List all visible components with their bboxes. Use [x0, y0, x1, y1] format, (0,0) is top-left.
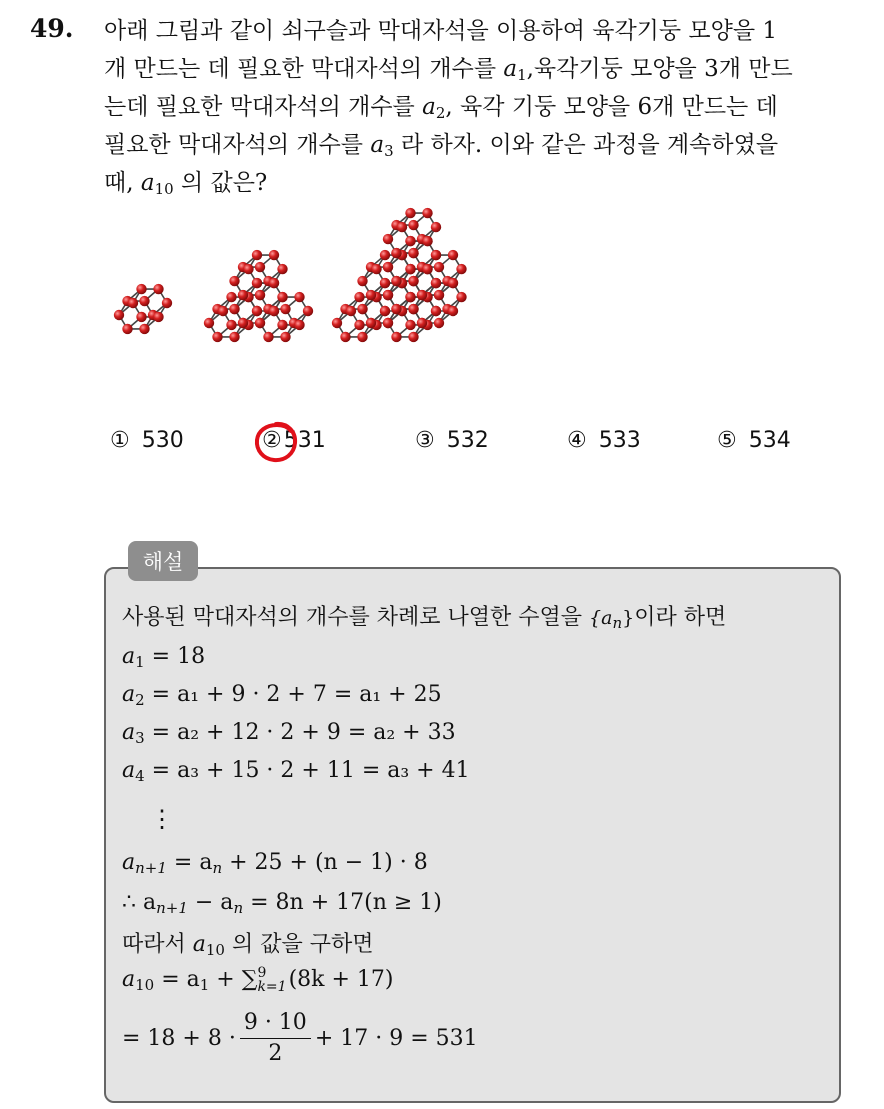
question-line-4: 필요한 막대자석의 개수를 $a_3$ 라 하자. 이와 같은 과정을 계속하였을 — [104, 132, 779, 160]
solution-label: 해설 — [128, 541, 198, 581]
choice-5[interactable]: ⑤ 534 — [717, 428, 791, 453]
equation-a1: $a_1 = 18$ — [122, 644, 206, 671]
equation-result: = 18 + 8 · $\frac{9 \cdot 10}{2}$ + 17 · 9 = 531 — [122, 1008, 478, 1069]
equation-sum: $a_{10} = a_1$ + ∑ 9 k=1 (8k + 17) — [122, 965, 394, 995]
equation-a4: $a_4 = a_3 + 15 \cdot 2 + 11 = a_3 + 41$ — [122, 758, 470, 785]
equation-difference: ∴ $a_{n+1} - a_n = 8n + 17(n \ge 1)$ — [122, 890, 442, 917]
solution-intro: 사용된 막대자석의 개수를 차례로 나열한 수열을 $\{a_n\}$이라 하면 — [122, 605, 727, 632]
question-line-1: 아래 그림과 같이 쇠구슬과 막대자석을 이용하여 육각기둥 모양을 1 — [104, 18, 778, 44]
choice-3[interactable]: ③ 532 — [415, 428, 489, 453]
choice-2[interactable]: ②531 — [262, 428, 326, 453]
question-line-2: 개 만드는 데 필요한 막대자석의 개수를 $a_1$,육각기둥 모양을 3개 만드 — [104, 56, 793, 84]
fraction: $\frac{9 \cdot 10}{2}$ — [240, 1008, 311, 1069]
vertical-dots: ⋮ — [150, 805, 174, 833]
question-number: 49. — [30, 14, 74, 43]
equation-a3: $a_3 = a_2 + 12 \cdot 2 + 9 = a_2 + 33$ — [122, 720, 456, 747]
equation-recurrence: $a_{n+1} = a_n + 25 + (n - 1) \cdot 8$ — [122, 850, 428, 877]
question-text — [104, 12, 864, 202]
answer-choices — [110, 428, 830, 464]
hexagon-prism-figure — [96, 205, 496, 385]
question-line-5: 때, $a_{10}$ 의 값은? — [104, 170, 268, 198]
choice-1[interactable]: ① 530 — [110, 428, 184, 453]
equation-a2: $a_2 = a_1 + 9 \cdot 2 + 7 = a_1 + 25$ — [122, 682, 442, 709]
solution-find-line: 따라서 $a_{10}$ 의 값을 구하면 — [122, 932, 374, 959]
question-line-3: 는데 필요한 막대자석의 개수를 $a_2$, 육각 기둥 모양을 6개 만드는 데 — [104, 94, 778, 122]
hexagon-prism-illustration — [96, 205, 496, 385]
choice-4[interactable]: ④ 533 — [567, 428, 641, 453]
